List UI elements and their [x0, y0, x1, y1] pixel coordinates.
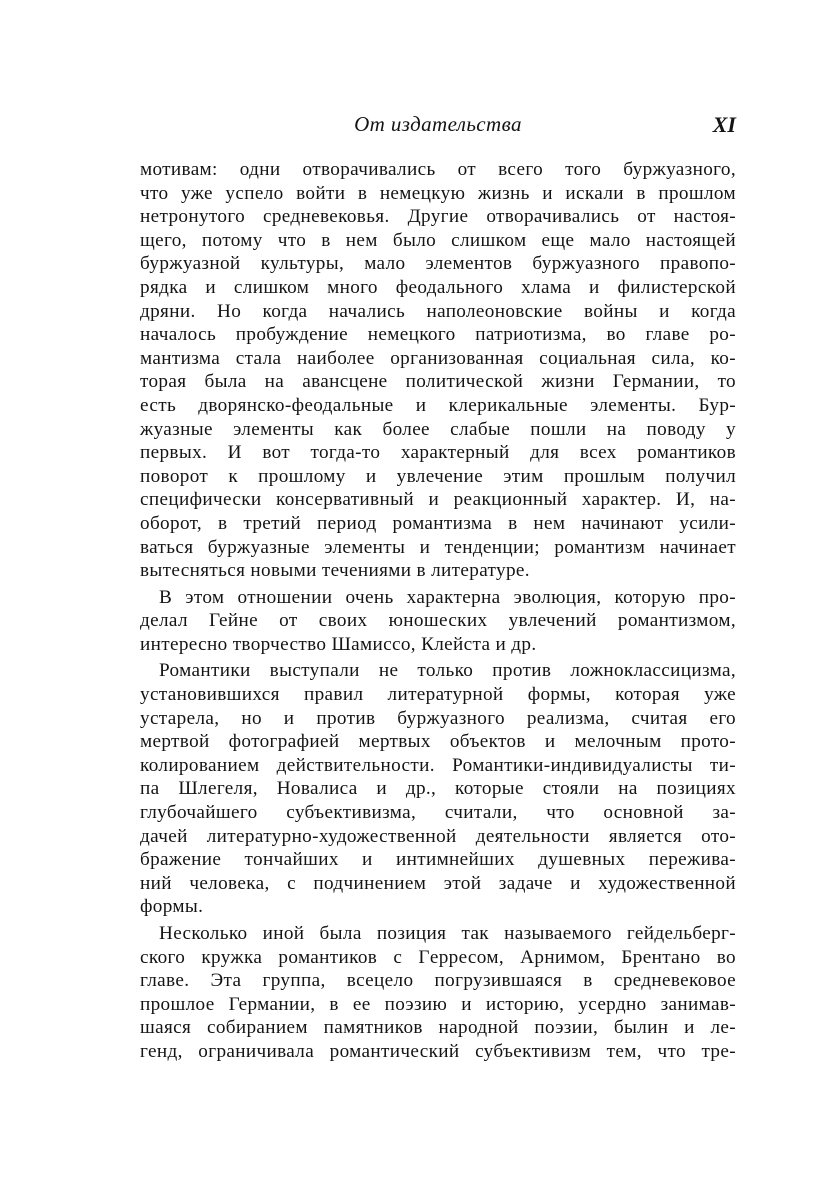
text-line: В этом отношении очень характерна эволюция, которую про-	[159, 586, 736, 608]
paragraph	[140, 922, 736, 1064]
text-line: глубочайшего субъективизма, считали, что основной за-	[140, 802, 736, 824]
text-line: щего, потому что в нем было слишком еще мало настоящей	[140, 229, 736, 251]
text-line: дачей литературно-художественной деятельности является ото-	[140, 825, 736, 847]
text-line: дряни. Но когда начались наполеоновские войны и когда	[140, 300, 736, 322]
text-line: шаяся собиранием памятников народной поэзии, былин и ле-	[140, 1017, 736, 1039]
text-line: делал Гейне от своих юношеских увлечений романтизмом,	[140, 610, 736, 632]
body-text	[140, 158, 736, 1064]
paragraph	[140, 586, 736, 657]
text-line: Несколько иной была позиция так называемого гейдельберг-	[159, 923, 736, 944]
paragraph	[140, 659, 736, 919]
text-line: поворот к прошлому и увлечение этим прошлым получил	[140, 465, 736, 487]
text-line: Романтики выступали не только против ложноклассицизма,	[159, 660, 736, 682]
text-line: мантизма стала наиболее организованная социальная сила, ко-	[140, 347, 736, 369]
text-line: началось пробуждение немецкого патриотизма, во главе ро-	[140, 324, 736, 346]
text-line: есть дворянско-феодальные и клерикальные элементы. Бур-	[140, 394, 736, 416]
text-line: что уже успело войти в немецкую жизнь и искали в прошлом	[140, 182, 736, 204]
text-line: мертвой фотографией мертвых объектов и мелочным прото-	[140, 731, 736, 753]
text-line: ний человека, с подчинением этой задаче и художественной	[140, 872, 736, 894]
text-line: установившихся правил литературной формы, которая уже	[140, 684, 736, 706]
text-line: формы.	[140, 896, 204, 918]
text-line: бражение тончайших и интимнейших душевных пережива-	[140, 849, 736, 871]
page-number: XI	[712, 112, 736, 137]
text-line: устарела, но и против буржуазного реализма, считая его	[140, 707, 736, 729]
text-line: первых. И вот тогда-то характерный для всех романтиков	[140, 442, 736, 464]
text-line: ваться буржуазные элементы и тенденции; романтизм начинает	[140, 536, 736, 558]
text-line: ского кружка романтиков с Гeрресом, Арнимом, Брентано во	[140, 946, 736, 968]
text-line: колированием действительности. Романтики-индивидуалисты ти-	[140, 754, 736, 776]
paragraph	[140, 158, 736, 583]
text-line: жуазные элементы как более слабые пошли на поводу у	[140, 418, 736, 440]
text-line: оборот, в третий период романтизма в нем начинают усили-	[140, 512, 736, 534]
text-line: рядка и слишком много феодального хлама и филистерской	[140, 276, 736, 298]
text-line: вытесняться новыми течениями в литературе.	[140, 560, 530, 582]
text-line: интересно творчество Шамиссо, Клейста и др.	[140, 633, 537, 655]
text-line: па Шлегеля, Новалиса и др., которые стояли на позициях	[140, 778, 736, 800]
text-line: мотивам: одни отворачивались от всего того буржуазного,	[140, 159, 736, 180]
text-line: специфически консервативный и реакционный характер. И, на-	[140, 489, 736, 511]
text-line: торая была на авансцене политической жизни Германии, то	[140, 371, 736, 393]
text-line: главе. Эта группа, всецело погрузившаяся в средневековое	[140, 970, 736, 992]
text-line: буржуазной культуры, мало элементов буржуазного правопо-	[140, 253, 736, 275]
text-line: прошлое Германии, в ее поэзию и историю, усердно занимав-	[140, 993, 736, 1015]
running-title: От издательства	[354, 112, 522, 136]
running-header	[140, 112, 736, 142]
text-line: нетронутого средневековья. Другие отворачивались от настоя-	[140, 206, 736, 228]
text-line: генд, ограничивала романтический субъективизм тем, что тре-	[140, 1040, 736, 1062]
